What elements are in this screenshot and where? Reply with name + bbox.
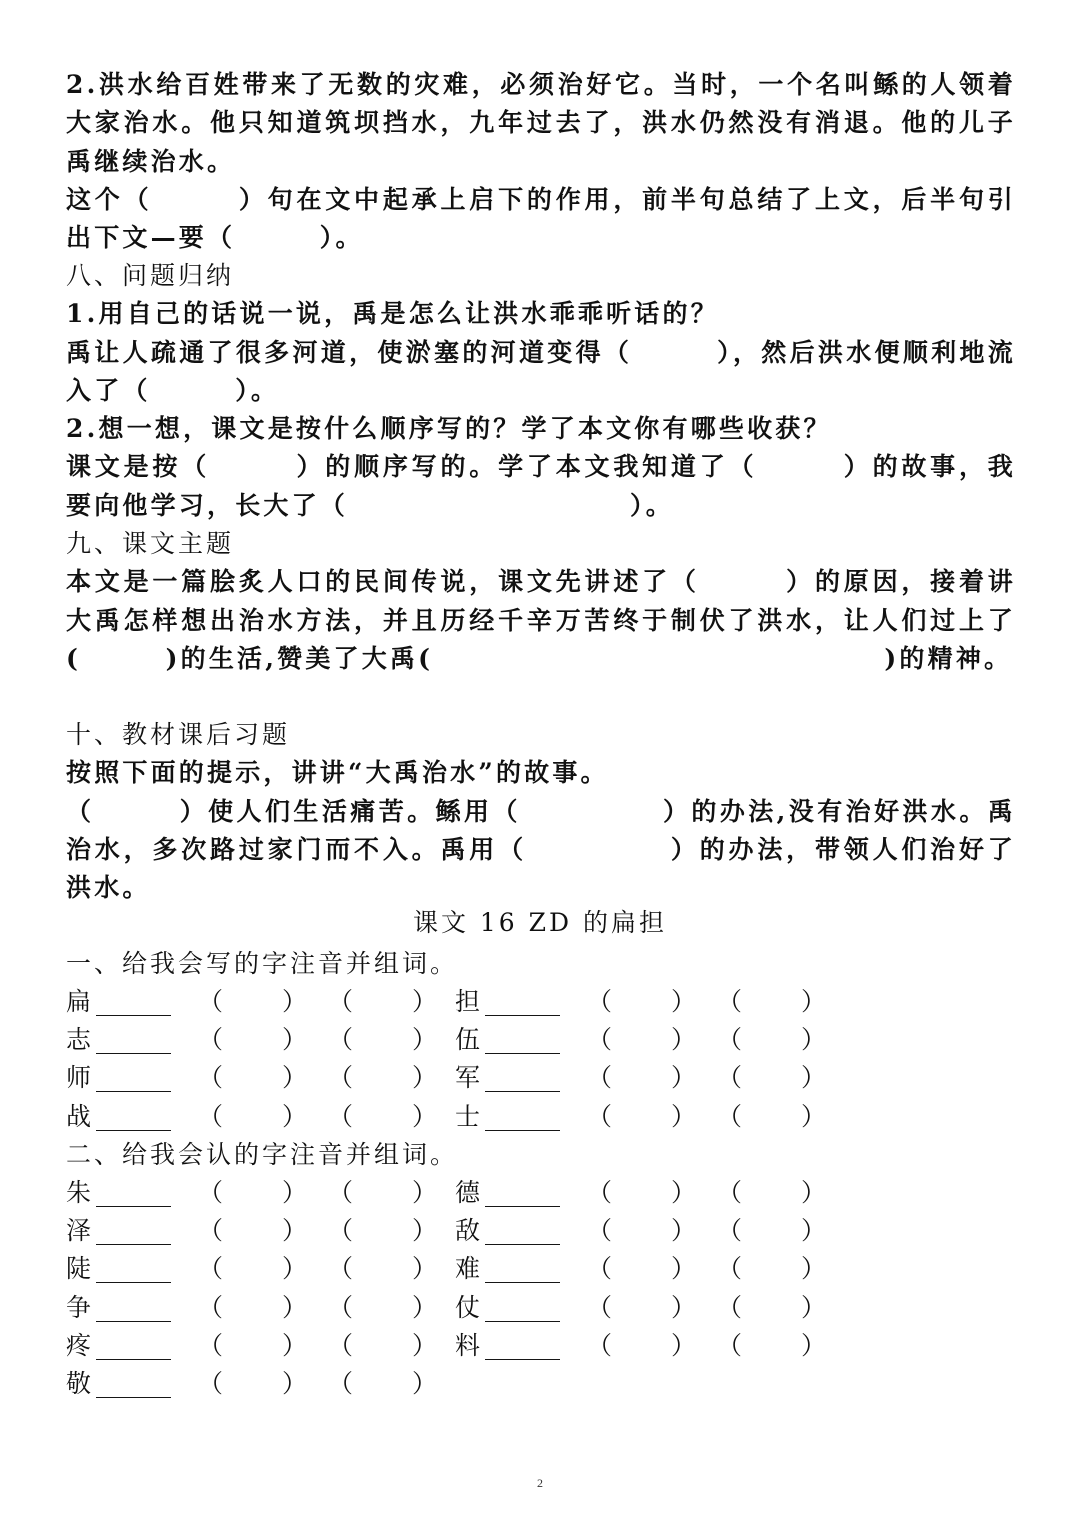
paren-open[interactable]: （ <box>328 1178 354 1207</box>
section-ten-heading: 十、教材课后习题 <box>66 720 291 749</box>
section-nine-heading: 九、课文主题 <box>66 529 235 558</box>
passage-text: 2.洪水给百姓带来了无数的灾难，必须治好它。当时，一个名叫鲧的人领着大家治水。他只知道筑坝挡水，九年过去了，洪水仍然没有消退。他的儿子禹继续治水。 <box>66 70 1016 176</box>
paren-close[interactable]: ） <box>671 1101 697 1131</box>
paren-open[interactable]: （ <box>717 1063 743 1093</box>
character: 争 <box>66 1292 92 1322</box>
question-one: 1.用自己的话说一说，禹是怎么让洪水乖乖听话的？ <box>66 299 719 329</box>
paren-close[interactable]: ） <box>412 1330 438 1360</box>
exercise-prompt: 按照下面的提示，讲讲“大禹治水”的故事。 <box>66 758 609 788</box>
paren-open[interactable]: （ <box>198 987 224 1016</box>
character: 仗 <box>455 1292 481 1322</box>
paren-open[interactable]: （ <box>198 1292 224 1322</box>
paren-open[interactable]: （ <box>587 1101 613 1131</box>
answer-two: 课文是按（ ）的顺序写的。学了本文我知道了（ ）的故事，我要向他学习，长大了（ ）。 <box>66 452 1016 520</box>
section-eight <box>66 257 1016 525</box>
paren-open[interactable]: （ <box>328 1369 354 1398</box>
paren-close[interactable]: ） <box>671 987 697 1016</box>
paren-close[interactable]: ） <box>801 1101 827 1131</box>
paren-close[interactable]: ） <box>282 1254 308 1284</box>
paren-close[interactable]: ） <box>801 1330 827 1360</box>
pinyin-blank[interactable]: ______ <box>485 1216 560 1246</box>
character: 师 <box>66 1063 92 1093</box>
pinyin-blank[interactable]: ______ <box>96 1254 171 1284</box>
character: 难 <box>455 1254 481 1284</box>
section-ten <box>66 716 1016 907</box>
pinyin-blank[interactable]: ______ <box>485 1025 560 1055</box>
pinyin-blank[interactable]: ______ <box>96 1292 171 1322</box>
exercise-text: （ ）使人们生活痛苦。鲧用（ ）的办法,没有治好洪水。禹治水，多次路过家门而不入。禹用（ ）的办法，带领人们治好了洪水。 <box>66 796 1016 903</box>
pinyin-blank[interactable]: ______ <box>96 987 171 1016</box>
paren-open[interactable]: （ <box>198 1369 224 1398</box>
paren-close[interactable]: ） <box>282 1216 308 1246</box>
paren-close[interactable]: ） <box>282 1063 308 1093</box>
paren-open[interactable]: （ <box>717 1101 743 1131</box>
paren-open[interactable]: （ <box>198 1063 224 1093</box>
character: 志 <box>66 1025 92 1055</box>
passage-question: 这个（ ）句在文中起承上启下的作用，前半句总结了上文，后半句引出下文—要（ ）。 <box>66 184 1016 253</box>
paren-open[interactable]: （ <box>717 987 743 1016</box>
paren-open[interactable]: （ <box>587 1330 613 1360</box>
paren-open[interactable]: （ <box>587 1254 613 1284</box>
paren-open[interactable]: （ <box>717 1178 743 1207</box>
character: 德 <box>455 1178 481 1207</box>
paren-open[interactable]: （ <box>198 1330 224 1360</box>
paren-close[interactable]: ） <box>412 1025 438 1055</box>
paren-open[interactable]: （ <box>587 1063 613 1093</box>
paren-close[interactable]: ） <box>801 1254 827 1284</box>
paren-open[interactable]: （ <box>198 1101 224 1131</box>
character: 泽 <box>66 1216 92 1246</box>
pinyin-blank[interactable]: ______ <box>96 1025 171 1055</box>
pinyin-blank[interactable]: ______ <box>96 1330 171 1360</box>
character: 士 <box>455 1101 481 1131</box>
flood-passage <box>66 66 1016 257</box>
paren-close[interactable]: ） <box>671 1216 697 1246</box>
paren-open[interactable]: （ <box>717 1025 743 1055</box>
pinyin-blank[interactable]: ______ <box>485 1254 560 1284</box>
paren-open[interactable]: （ <box>587 1292 613 1322</box>
paren-open[interactable]: （ <box>717 1216 743 1246</box>
character: 朱 <box>66 1178 92 1207</box>
section-eight-heading: 八、问题归纳 <box>66 261 235 290</box>
paren-close[interactable]: ） <box>671 1330 697 1360</box>
paren-open[interactable]: （ <box>717 1292 743 1322</box>
paren-close[interactable]: ） <box>801 1178 827 1207</box>
paren-open[interactable]: （ <box>198 1178 224 1207</box>
character: 敌 <box>455 1216 481 1246</box>
paren-close[interactable]: ） <box>412 1178 438 1207</box>
character: 担 <box>455 987 481 1016</box>
paren-close[interactable]: ） <box>412 1101 438 1131</box>
pinyin-blank[interactable]: ______ <box>96 1216 171 1246</box>
paren-open[interactable]: （ <box>587 1178 613 1207</box>
pinyin-blank[interactable]: ______ <box>96 1063 171 1093</box>
part-two-heading-wrap <box>66 1136 1016 1174</box>
pinyin-blank[interactable]: ______ <box>485 987 560 1016</box>
character: 疼 <box>66 1330 92 1360</box>
character: 扁 <box>66 987 92 1016</box>
question-two: 2.想一想，课文是按什么顺序写的？学了本文你有哪些收获？ <box>66 414 832 444</box>
character: 军 <box>455 1063 481 1093</box>
paren-open[interactable]: （ <box>328 1101 354 1131</box>
paren-close[interactable]: ） <box>671 1063 697 1093</box>
paren-open[interactable]: （ <box>587 1216 613 1246</box>
paren-open[interactable]: （ <box>198 1216 224 1246</box>
part-one-heading: 一、给我会写的字注音并组词。 <box>66 949 459 978</box>
pinyin-blank[interactable]: ______ <box>485 1292 560 1322</box>
paren-close[interactable]: ） <box>282 1369 308 1398</box>
paren-close[interactable]: ） <box>801 1063 827 1093</box>
paren-open[interactable]: （ <box>587 987 613 1016</box>
paren-close[interactable]: ） <box>801 1025 827 1055</box>
part-two-heading: 二、给我会认的字注音并组词。 <box>66 1140 459 1169</box>
paren-close[interactable]: ） <box>282 1101 308 1131</box>
pinyin-blank[interactable]: ______ <box>96 1178 171 1207</box>
paren-close[interactable]: ） <box>412 1369 438 1398</box>
pinyin-blank[interactable]: ______ <box>485 1101 560 1131</box>
paren-close[interactable]: ） <box>412 987 438 1016</box>
paren-open[interactable]: （ <box>328 1254 354 1284</box>
paren-open[interactable]: （ <box>328 1216 354 1246</box>
lesson-title: 课文 16 ZD 的扁担 <box>412 908 668 937</box>
pinyin-blank[interactable]: ______ <box>485 1330 560 1360</box>
paren-open[interactable]: （ <box>328 987 354 1016</box>
paren-close[interactable]: ） <box>282 1330 308 1360</box>
character: 料 <box>455 1330 481 1360</box>
paren-close[interactable]: ） <box>412 1216 438 1246</box>
theme-text: 本文是一篇脍炙人口的民间传说，课文先讲述了（ ）的原因，接着讲大禹怎样想出治水方法，并且历经千辛万苦终于制伏了洪水，让人们过上了( )的生活,赞美了大禹( )的精神。 <box>66 567 1016 673</box>
paren-open[interactable]: （ <box>328 1292 354 1322</box>
paren-close[interactable]: ） <box>412 1063 438 1093</box>
pinyin-blank[interactable]: ______ <box>485 1063 560 1093</box>
character: 陡 <box>66 1254 92 1284</box>
paren-close[interactable]: ） <box>282 1292 308 1322</box>
paren-close[interactable]: ） <box>282 1178 308 1207</box>
paren-close[interactable]: ） <box>671 1178 697 1207</box>
pinyin-blank[interactable]: ______ <box>96 1369 171 1398</box>
paren-open[interactable]: （ <box>198 1025 224 1055</box>
character: 敬 <box>66 1369 92 1398</box>
paren-close[interactable]: ） <box>801 1292 827 1322</box>
pinyin-blank[interactable]: ______ <box>485 1178 560 1207</box>
paren-open[interactable]: （ <box>328 1025 354 1055</box>
paren-close[interactable]: ） <box>412 1292 438 1322</box>
paren-close[interactable]: ） <box>412 1254 438 1284</box>
paren-close[interactable]: ） <box>671 1292 697 1322</box>
paren-open[interactable]: （ <box>717 1330 743 1360</box>
paren-close[interactable]: ） <box>671 1254 697 1284</box>
answer-one: 禹让人疏通了很多河道，使淤塞的河道变得（ ），然后洪水便顺利地流入了（ ）。 <box>66 337 1016 405</box>
part-one-heading-wrap <box>66 945 1016 983</box>
paren-close[interactable]: ） <box>801 987 827 1016</box>
paren-open[interactable]: （ <box>198 1254 224 1284</box>
pinyin-blank[interactable]: ______ <box>96 1101 171 1131</box>
paren-open[interactable]: （ <box>587 1025 613 1055</box>
page-number: 2 <box>537 1476 543 1490</box>
paren-open[interactable]: （ <box>717 1254 743 1284</box>
paren-close[interactable]: ） <box>282 1025 308 1055</box>
paren-close[interactable]: ） <box>671 1025 697 1055</box>
paren-open[interactable]: （ <box>328 1330 354 1360</box>
character: 战 <box>66 1101 92 1131</box>
character: 伍 <box>455 1025 481 1055</box>
paren-close[interactable]: ） <box>282 987 308 1016</box>
section-nine <box>66 525 1016 678</box>
paren-open[interactable]: （ <box>328 1063 354 1093</box>
paren-close[interactable]: ） <box>801 1216 827 1246</box>
